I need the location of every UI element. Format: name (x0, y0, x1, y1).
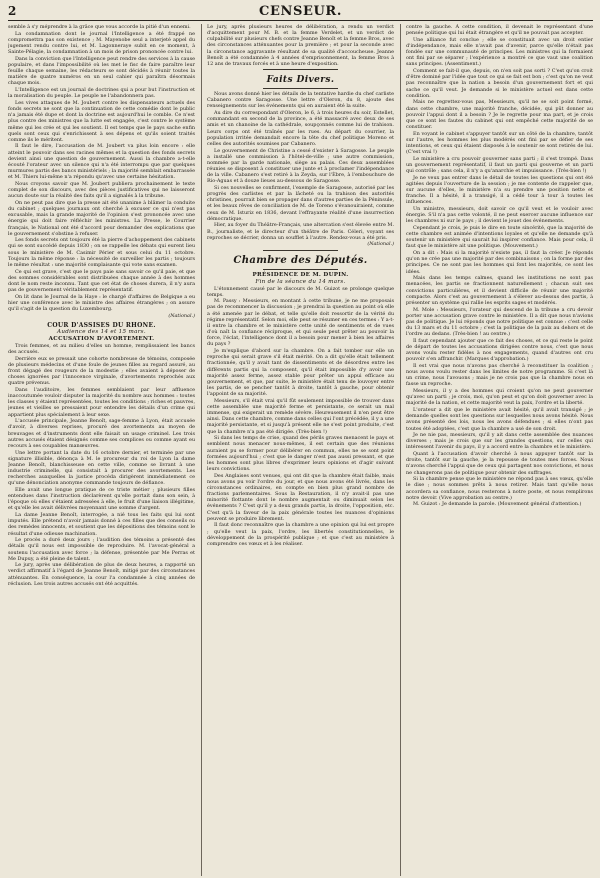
paragraph: Mais ne regrettez-vous pas, Messieurs, qu'il ne se soit point formé, dans cette chambre, une majorité franche, décidée, qui pût donner au pouvoir l'appui dont il a besoin ? Je le regrette pour ma part, et je crois que ce sont les fautes du cabinet qui ont empêché cette majorité de se constituer. (406, 99, 593, 130)
court-section-case: ACCUSATION D'AVORTEMENT. (48, 335, 155, 342)
court-section-date: Audience des 14 et 15 mars. (57, 328, 146, 335)
faits-divers-title: Faits Divers. (266, 75, 335, 86)
paragraph: En voyant le cabinet s'appuyer tantôt sur un côté de la chambre, tantôt sur l'autre, les hommes les plus modérés ont fini par se défier de ses intentions, et ceux qui étaient disposés à le soutenir se sont retirés de lui. (C'est vrai !) (406, 130, 593, 156)
paragraph: On a dit : Mais si la majorité n'existe pas, il faut la créer. Je réponds qu'on ne crée pas une majorité par des combinaisons ; on la forme par des principes. Ce ne sont pas les hommes qui font les majorités, ce sont les idées. (406, 250, 593, 275)
paragraph: L'étonnement causé par le discours de M. Guizot se prolonge quelque temps. (207, 285, 394, 298)
chamber-session: Fin de la séance du 14 mars. (255, 278, 346, 285)
paragraph: Nous croyons savoir que M. Joubert publiera prochainement le texte complet de son discours, avec des pièces justificatives qui ne laisseront aucun doute sur la réalité des faits qu'il a signalés à la tribune. (8, 180, 195, 200)
paragraph: Si dans les temps de crise, quand des périls graves menacent le pays et semblent nous menacer nous-mêmes, il est certain que des réunions auraient pu se former pour délibérer en commun, elles ne se sont point formées aujourd'hui ; c'est que le danger n'est pas aussi pressant, et que les hommes sont plus libres d'exprimer leurs opinions et d'agir suivant leurs convictions. (207, 435, 394, 473)
paragraph: Trois femmes, et au milieu d'elles un homme, remplissaient les bancs des accusés. (8, 342, 195, 355)
section-divider (263, 69, 338, 70)
paragraph: Le gouvernement de Christine a cessé d'exister à Saragosse. Le peuple a installé une commission à l'hôtel-de-ville ; une autre commission, nommée par la garde nationale, siège au palais. Ces deux assemblées réunies se disposent à constituer une junte et à proclamer l'indépendance de la ville. Cabanero s'est retiré à la Zeyda, sur l'Èbre, à l'embouchure de Rio-Aguas et à douze lieues au-dessous de Saragosse. (207, 147, 394, 185)
paragraph: L'orateur a dit que le ministère avait hésité, qu'il avait transigé ; je demande quelles sont les questions sur lesquelles nous avons hésité. Nous avons présenté des lois, nous les avons défendues ; si elles n'ont pas toutes été adoptées, c'est que la chambre a usé de son droit. (406, 407, 593, 432)
source-signature: (National.) (168, 312, 195, 319)
paragraph: Le ministère a cru pouvoir gouverner sans parti ; il s'est trompé. Dans un gouvernement représentatif, il faut un parti qui gouverne et un parti qui contrôle ; sans cela, il n'y a qu'anarchie et impuissance. (Très-bien !) (406, 155, 593, 175)
paragraph: Les fonds secrets ont toujours été la pierre d'achoppement des cabinets qui se sont succédé depuis 1830 ; on se rappelle les débats qui eurent lieu sous le ministère de M. Casimir Périer et sous celui du 11 octobre. Toujours la même réponse : la nécessité de surveiller les partis ; toujours le même résultat : une majorité complaisante qui vote sans examen. (8, 237, 195, 268)
paragraph: Les vives attaques de M. Joubert contre les dispensateurs actuels des fonds secrets ne sont que la continuation de cette comédie dont le public n'a jamais été dupe et dont la doctrine est aujourd'hui le comble. Ce n'est plus contre des ministres que la lutte est engagée, c'est contre le système même qui les crée et qui les soutient. Il est temps que le pays sache enfin quels sont ceux qui s'enrichissent à ses dépens et qu'ils soient traités comme ils le méritent. (8, 99, 195, 143)
paragraph: Des Anglaises sont venues, qui ont dit que la chambre était faible, mais nous avons pu voir l'ordre du jour, et que nous avons été livrés, dans les circonstances ordinaires, en compte en bien plus grand nombre de fractions parlementaires. Sous la Restauration, il n'y avait-il pas une minorité flottante dont le nombre augmentait ou diminuait selon les événements ? C'est qu'il y a deux grands partis, la droite, l'opposition, etc. C'est qu'à la faveur de la paix générale toutes les nuances d'opinions peuvent se produire librement. (207, 472, 394, 522)
paragraph: Mais dans les temps calmes, quand les institutions ne sont pas menacées, les partis se fractionnent naturellement ; chacun suit ses convictions particulières, et il devient difficile de réunir une majorité compacte. Alors c'est au gouvernement à s'élever au-dessus des partis, à présenter un système qui rallie les esprits sages et modérés. (406, 275, 593, 306)
paragraph: Ce qui est grave, c'est que le pays paie sans savoir ce qu'il paie, et que des sommes considérables sont distribuées chaque année à des hommes dont le nom reste inconnu. Tant que cet état de choses durera, il n'y aura pas de gouvernement véritablement représentatif. (8, 268, 195, 294)
masthead (8, 4, 593, 21)
section-divider (263, 88, 338, 89)
section-divider (263, 269, 338, 270)
paragraph: Il est vrai que nous n'avons pas cherché à reconstituer la coalition ; nous avons voulu rester dans les limites de notre programme. Si c'est là un crime, nous l'avouons ; mais je ne crois pas que la chambre nous en fasse un reproche. (406, 362, 593, 388)
paragraph: Messieurs, il y a des hommes qui croient qu'on ne peut gouverner qu'avec un parti ; je crois, moi, qu'on peut et qu'on doit gouverner avec la majorité de la nation, et cette majorité veut la paix, l'ordre et la liberté. (406, 388, 593, 407)
paragraph: Il faut donc reconnaître que la chambre a une opinion qui lui est propre ; qu'elle veut la paix, l'ordre, les libertés constitutionnelles, le développement de la prospérité publique ; et que c'est au ministère à comprendre ces vœux et à les réaliser. (207, 522, 394, 547)
paragraph: M. Passy : Messieurs, en montant à cette tribune, je ne me proposais pas de recommencer la discussion ; je prendrai la question au point où elle a été amenée par le débat, et telle qu'elle doit ressortir de la vérité du régime représentatif. Selon moi, elle peut se résumer en ces termes : Y a-t-il entre la chambre et le ministère cette unité de sentiments et de vues d'où naît la confiance réciproque, et qui seule peut prêter au pouvoir la force, l'éclat, l'intelligence dont il a besoin pour mener à bien les affaires du pays ? (207, 298, 394, 348)
paragraph: On ne peut pas dire que la presse ait été unanime à blâmer la conduite du cabinet ; quelques journaux ont cherché à excuser ce qui n'est pas excusable, mais la grande majorité de l'opinion s'est prononcée avec une énergie qui doit faire réfléchir les ministres. La Presse, le Courrier français, le National ont été d'accord pour demander des explications que le gouvernement s'obstine à refuser. (8, 199, 195, 237)
paragraph: Dans l'auditoire, les femmes semblaient par leur affluence inaccoutumée vouloir disputer la majorité du nombre aux hommes : toutes les classes y étaient représentées, toutes les conditions ; riches et pauvres, jeunes et vieilles se pressaient pour entendre les détails d'un crime qui appartient plus spécialement à leur sexe. (8, 386, 195, 418)
paragraph: Il faut cependant ajouter que ce fait des choses, et ce qui reste le point de départ de toutes les accusations dirigées contre nous, c'est que nous avons voulu rester fidèles à nos engagements, quand d'autres ont cru pouvoir s'en affranchir. (Marques d'approbation.) (406, 337, 593, 363)
court-section-title: COUR D'ASSISES DU RHONE. (47, 321, 156, 329)
newspaper-title: CENSEUR. (259, 4, 342, 19)
paragraph: Le jury, après une délibération de plus de deux heures, a rapporté un verdict affirmatif à l'égard de Jeanne Benoît, mitigé par des circonstances atténuantes. En conséquence, la cour l'a condamnée à cinq années de réclusion. Les trois autres accusés ont été acquittés. (8, 562, 195, 587)
chamber-title: Chambre des Députés. (233, 254, 368, 266)
paragraph: L'accusée principale, Jeanne Benoît, sage-femme à Lyon, était accusée d'avoir, à diverses reprises, procuré des avortements au moyen de breuvages et d'instruments dont elle faisait un usage criminel. Les trois autres accusés étaient désignés comme ses complices ou comme ayant eu recours à ses coupables manœuvres. (8, 418, 195, 449)
paragraph: On lit dans le Journal de la Haye : le chargé d'affaires de Belgique a eu hier une conférence avec le ministre des affaires étrangères ; on assure qu'il s'agit de la question du Luxembourg. (8, 293, 195, 313)
column-1-intro (8, 24, 195, 319)
paragraph: Cependant je crois, je puis le dire en toute sincérité, que la majorité de cette chambre est animée d'intentions loyales et qu'elle ne demande qu'à soutenir un ministère qui saurait lui inspirer confiance. Mais pour cela, il faut que le ministère ait une politique. (Mouvement.) (406, 225, 593, 250)
paragraph: Le procès a duré deux jours ; l'audition des témoins a présenté des détails qu'il nous est impossible de reproduire. M. l'avocat-général a soutenu l'accusation avec force ; la défense, présentée par Me Perras et Me Dupuy, a été pleine de talent. (8, 537, 195, 562)
columns (8, 24, 593, 876)
paragraph: Au dire du correspondant d'Oleron, le 6, à trois heures du soir, Estellet, commandant en second de la province, a été massacré avec deux de ses amis et un chanoine de la cathédrale, soupçonnés comme lui de trahison. Leurs corps ont été traînés par les rues. Au départ du courrier, la population irritée demandait encore la tête du chef politique Moreno et celles des autorités soumises par Cabanero. (207, 110, 394, 147)
paragraph: Comment se fait-il que, depuis, on n'en soit pas sorti ? C'est qu'on croit d'être dominé par l'idée que tout ce qui se fait est bon ; c'est qu'on ne veut pas reconnaître que la nation a besoin d'un gouvernement fort et qui sache ce qu'il veut. Je demande si le ministère actuel est dans cette condition. (406, 68, 593, 99)
paragraph: Le jury, après plusieurs heures de délibération, a rendu un verdict d'acquittement pour M. B. et la femme Verdelet, et un verdict de culpabilité sur plusieurs chefs contre Jeanne Benoît et la femme Bros, avec des circonstances atténuantes pour la première ; et pour la seconde avec la circonstance aggravante résultant de sa qualité d'accoucheuse. Jeanne Benoît a été condamnée à 4 années d'emprisonnement, la femme Bros à 12 ans de travaux forcés et à une heure d'exposition. (207, 24, 394, 67)
page-number: 2 (8, 4, 17, 18)
paragraph: Un ministre, messieurs, doit savoir ce qu'il veut et le vouloir avec énergie. S'il n'a pas cette volonté, il ne peut exercer aucune influence sur les chambres ni sur le pays ; il devient le jouet des événements. (406, 206, 593, 225)
court-report (8, 343, 195, 587)
column-3 (400, 24, 593, 876)
paragraph: Nous avons donné hier les détails de la tentative hardie du chef carliste Cabanero contre Saragosse. Une lettre d'Oleron, du 8, ajoute des renseignements sur les événements qui en auraient été la suite. (207, 91, 394, 110)
paragraph: Derrière eux se pressait une cohorte nombreuse de témoins, composée de plusieurs médecins et d'une foule de jeunes filles au regard assuré, au front dégagé des rougeurs de la modestie ; elles avaient à déposer de choses ignorées par l'innocence virginale, d'avortements reprochés aux quatre prévenus. (8, 355, 195, 387)
paragraph: Si la chambre pense que le ministère ne répond pas à ses vœux, qu'elle le dise ; nous sommes prêts à nous retirer. Mais tant qu'elle nous accordera sa confiance, nous resterons à notre poste, et nous remplirons notre devoir. (Vive approbation au centre.) (406, 476, 593, 501)
paragraph: Je m'explique d'abord sur la chambre. On a fait tomber sur elle un reproche qui serait grave s'il était mérité. On a dit qu'elle était tellement fractionnée, qu'il y avait tant de dissentiments et de désordres entre les différents partis qui la composent, qu'il était impossible d'y avoir une majorité assez ferme, assez stable pour prêter un appui efficace au gouvernement, et que, par suite, le ministère était tenu de louvoyer entre les partis, de se pencher tantôt à droite, tantôt à gauche, pour obtenir l'appoint de sa majorité. (207, 348, 394, 398)
paragraph: Une lettre portant la date du 16 octobre dernier, et terminée par une signature illisible, dénonça à M. le procureur du roi de Lyon la dame Jeanne Benoît, blanchisseuse en cette ville, comme se livrant à une industrie criminelle, qui consistait à procurer des avortements. Les recherches auxquelles la justice procéda dirigèrent immédiatement ce qu'une dénonciation anonyme commande toujours de défiance. (8, 449, 195, 487)
faits-divers (207, 91, 394, 247)
paragraph: Je ne veux pas entrer dans le détail de toutes les questions qui ont été agitées depuis l'ouverture de la session ; je me contente de rappeler que, sur aucune d'elles, le ministère n'a su prendre une position nette et franche. Il a hésité, il a transigé, il a cédé tour à tour à toutes les influences. (406, 174, 593, 206)
paragraph: Une alliance fut conclue ; elle se constituait avec un droit entier d'indépendance, mais elle n'avait pas d'avenir, parce qu'elle n'était pas fondée sur une communauté de principes. Les ministres qui la formaient ont fini par se séparer ; l'expérience a montré ce que vaut une coalition sans principes. (Assentiment.) (406, 36, 593, 68)
paragraph: La condamnation dont le journal l'Intelligence a été frappé ne compromettra pas son existence ; M. Mayenobe seul a interjeté appel du jugement rendu contre lui, et M. Lagonneraye subit en ce moment, à Sainte-Pélagie, la condamnation à un mois de prison prononcée contre lui. (8, 30, 195, 56)
paragraph: contre la gauche. À cette condition, il devenait le représentant d'une pensée politique qui lui était étrangère et qu'il ne pouvait pas accepter. (406, 24, 593, 37)
paragraph: semble à s'y méprendre à la grâce que vous accorde la pitié d'un ennemi. (8, 24, 191, 30)
paragraph: Si ces nouvelles se confirment, l'exemple de Saragosse, autorisé par les progrès des carlistes et par la lâcheté ou la trahison des autorités christines, pourrait bien se propager dans d'autres parties de la Péninsule, et les beaux rêves de conciliation de M. de Toreno s'évanouiraient, comme ceux de M. Isturiz en 1836, devant l'effrayante réalité d'une insurrection démocratique. (207, 184, 394, 222)
paragraph: Dans la conviction que l'Intelligence peut rendre des services à la cause populaire, et dans l'impossibilité où les met le fisc de faire paraître leur feuille chaque semaine, les rédacteurs se sont décidés à réunir toutes la matière de quatre numéros en un seul cahier qui paraîtra désormais chaque mois. (8, 55, 195, 87)
column-2 (201, 24, 394, 876)
paragraph: L'Intelligence est un journal de doctrines qui a pour but l'instruction et la moralisation du peuple. Le peuple ne l'abandonnera pas. (8, 87, 195, 100)
chamber-report (207, 286, 394, 548)
paragraph: Je ne nie pas, messieurs, qu'il y ait dans cette assemblée des nuances diverses ; mais je crois que sur les grandes questions, sur celles qui intéressent l'avenir du pays, il y a accord entre la chambre et le ministère. (406, 432, 593, 451)
paragraph: La dame Jeanne Benoît, interrogée, a nié tous les faits qui lui sont imputés. Elle prétend n'avoir jamais donné à ces filles que des conseils ou des remèdes innocents, et soutient que les dépositions des témoins sont le résultat d'une odieuse machination. (8, 512, 195, 537)
paragraph: Hier, au foyer du Théâtre-Français, une altercation s'est élevée entre M. B., journaliste, et le directeur d'un théâtre de Paris. Céleri, voyant ses reproches se décrier, donna un soufflet à l'autre. Rendez-vous a été pris. (207, 222, 394, 241)
paragraph: Quant à l'accusation d'avoir cherché à nous appuyer tantôt sur la droite, tantôt sur la gauche, je la repousse de toutes mes forces. Nous n'avons cherché l'appui que de ceux qui partagent nos convictions, et nous ne changerons pas de politique pour obtenir des suffrages. (406, 451, 593, 476)
chamber-presidency: PRÉSIDENCE DE M. DUPIN. (252, 271, 349, 278)
column-1 (8, 24, 195, 876)
section-divider (263, 250, 338, 251)
source-signature: (National.) (367, 241, 394, 248)
paragraph: Elle avait une longue pratique de ce triste métier ; plusieurs filles entendues dans l'instruction déclarèrent qu'elle portait dans son sein, à l'époque où elles s'étaient adressées à elle, le fruit d'une liaison illégitime, et qu'elle les avait délivrées moyennant une somme d'argent. (8, 486, 195, 512)
paragraph: Il faut le dire, l'accusation de M. Joubert va plus loin encore : elle atteint le pouvoir dans ses racines mêmes et la question des fonds secrets devient ainsi une question de gouvernement. Aussi la chambre a-t-elle écouté l'orateur avec un silence qui n'a été interrompu que par quelques murmures partis des bancs ministériels ; la majorité semblait embarrassée et M. Thiers lui-même n'a répondu qu'avec une certaine hésitation. (8, 143, 195, 181)
paragraph: M. Guizot : Je demande la parole. (Mouvement général d'attention.) (413, 501, 582, 508)
paragraph: M. Mole : Messieurs, l'orateur qui descend de la tribune a cru devoir porter une accusation grave contre le ministère. Il a dit que nous n'avions pas de politique. Je lui réponds que notre politique est connue : c'est celle du 13 mars et du 11 octobre ; c'est la politique de la paix au dehors et de l'ordre au dedans. (Très-bien ! au centre.) (406, 306, 593, 338)
paragraph: Messieurs, s'il était vrai qu'il fût seulement impossible de trouver dans cette assemblée une majorité ferme et persistante, ce serait un mal immense, qui exigerait un remède sévère. Heureusement il n'en peut être ainsi. Dans cette chambre, comme dans celles qui l'ont précédée, il y a une majorité persistante, et si jusqu'à présent elle ne s'est point produite, c'est que la chambre n'a pas été dirigée. (Très-bien !) (207, 397, 394, 435)
